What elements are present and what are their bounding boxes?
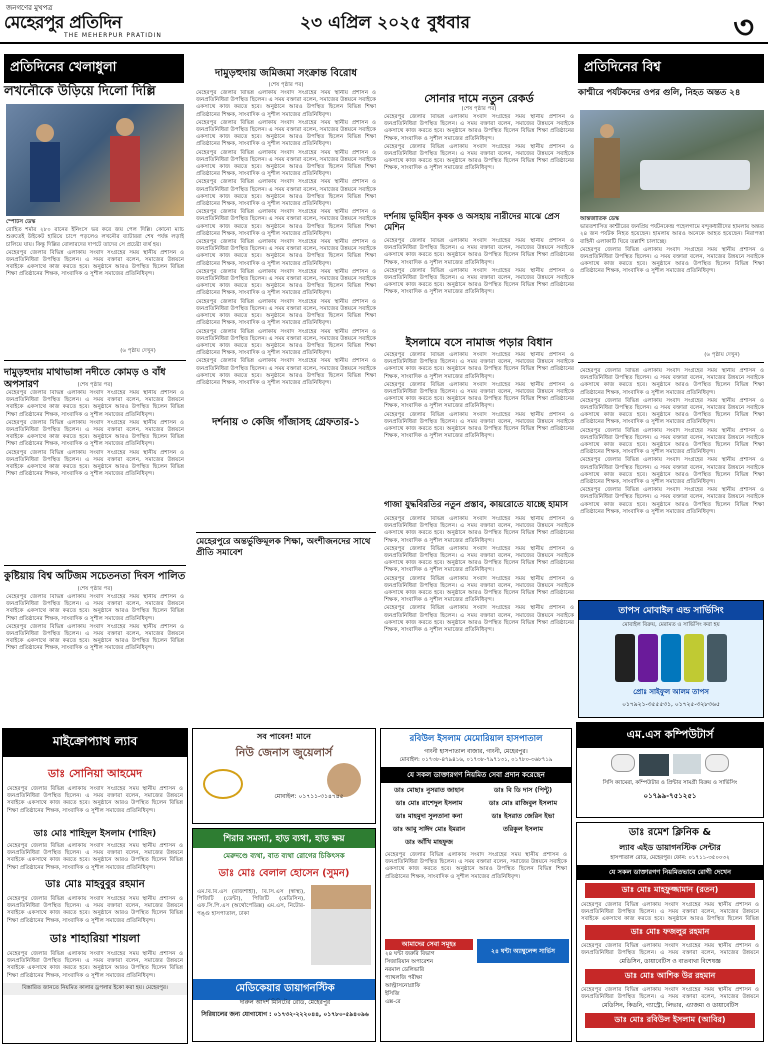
ad-ramesh-name: ডাঃ রমেশ ক্লিনিক & (628, 827, 712, 838)
headline-kushtia: কুষ্টিয়ায় বিশ্ব অটিজম সচেতনতা দিবস পালিত (4, 571, 186, 582)
headline-darshana: দর্শনায় ভূমিহীন কৃষক ও অসহায় নারীদের মাঝে প্রেস মেশিন (384, 212, 560, 233)
world-photo (580, 110, 764, 212)
ad-rabiul-doctor: ডাঃ মোঃ রাশেদুল ইসলাম (395, 799, 463, 807)
ad-rabiul-doctor: ডাঃ বি ডি দাস (পিন্টু) (493, 786, 553, 794)
story-text: মেহেরপুর জেলার বিভিন্ন এলাকায় সংবাদ সংগ্রহের সময় স্থানীয় প্রশাসন ও জনপ্রতিনিধিরা উপস্থিত ছিলেন। এ সময় বক্তারা বলেন, সমাজের উন্নয়নে সবাইকে একসাথে কাজ করতে হবে। অনুষ্ঠানে আরও উপস্থিত ছিলেন বিভিন্ন শিক্ষা প্রতিষ্ঠানের শিক্ষক, সাংবাদিক ও সুশীল সমাজের প্রতিনিধিবৃন্দ। (6, 419, 184, 448)
story-text: মেহেরপুর জেলার বিভিন্ন এলাকায় সংবাদ সংগ্রহের সময় স্থানীয় প্রশাসন ও জনপ্রতিনিধিরা উপস্থিত ছিলেন। এ সময় বক্তারা বলেন, সমাজের উন্নয়নে সবাইকে একসাথে কাজ করতে হবে। অনুষ্ঠানে আরও উপস্থিত ছিলেন বিভিন্ন শিক্ষা প্রতিষ্ঠানের শিক্ষক, সাংবাদিক ও সুশীল সমাজের প্রতিনিধিবৃন্দ। (384, 411, 574, 440)
ad-rabiul-service: ইসিজি (385, 991, 400, 997)
ad-rabiul-doctor: ডাঃ আঁখি মাহফুজ (405, 838, 453, 846)
ad-microopath-doctor: ডাঃ সোনিয়া আহমেদ (47, 767, 143, 780)
ad-belal-serial: সিরিয়ালের জন্য যোগাযোগ : ০১৭৩২-২২২০৪৪, ০১৭৮০-৫৯৪০৯৬ (201, 1011, 369, 1018)
ad-ramesh-special: মেডিসিন, কিডনি, গ্যাস্ট্রো, লিভার, এ্যাজমা ও ডায়াবেটিস (601, 1002, 739, 1009)
story-body (580, 368, 764, 596)
ad-computers-graphic (577, 754, 763, 776)
sports-body-text: রোহিত শর্মার ২৮০ রানের ইনিংসে ভর করে জয় পেল দিল্লি। কোনো ম্যাচ শুরুতেই উইকেট হারিয়ে চাপে পড়লেও লখনৌর ব্যাটাররা শেষ পর্যন্ত লড়াই চালিয়ে যায়। কিন্তু দিল্লির বোলারদের দাপটে তাদের সে প্রচেষ্টা ব্যর্থ হয়। (6, 227, 184, 248)
ad-rabiul-service: সিজারিয়ান অপারেশন (385, 959, 434, 965)
ad-rabiul-hospital[interactable] (380, 728, 572, 1042)
story-text: মেহেরপুর জেলার বিভিন্ন এলাকায় সংবাদ সংগ্রহের সময় স্থানীয় প্রশাসন ও জনপ্রতিনিধিরা উপস্থিত ছিলেন। এ সময় বক্তারা বলেন, সমাজের উন্নয়নে সবাইকে একসাথে কাজ করতে হবে। অনুষ্ঠানে আরও উপস্থিত ছিলেন বিভিন্ন শিক্ষা প্রতিষ্ঠানের শিক্ষক, সাংবাদিক ও সুশীল সমাজের প্রতিনিধিবৃন্দ। (580, 487, 764, 515)
ad-rabiul-service: নরমাল ডেলিভারি (385, 967, 425, 973)
world-body (580, 216, 764, 334)
story-text: মেহেরপুর জেলার বিভিন্ন এলাকায় সংবাদ সংগ্রহের সময় স্থানীয় প্রশাসন ও জনপ্রতিনিধিরা উপস্থিত ছিলেন। এ সময় বক্তারা বলেন, সমাজের উন্নয়নে সবাইকে একসাথে কাজ করতে হবে। অনুষ্ঠানে আরও উপস্থিত ছিলেন বিভিন্ন শিক্ষা প্রতিষ্ঠানের শিক্ষক, সাংবাদিক ও সুশীল সমাজের প্রতিনিধিবৃন্দ। (196, 209, 376, 237)
ad-ramesh-special: মেডিসিন, ডায়াবেটিস ও বাতব্যথা বিশেষজ্ঞ (619, 958, 721, 965)
ad-taps-phones-graphic (579, 634, 763, 682)
story-byline: (শেষ পৃষ্ঠার পর) (461, 106, 497, 112)
story-text: মেহেরপুর জেলার বিভিন্ন এলাকায় সংবাদ সংগ্রহের সময় স্থানীয় প্রশাসন ও জনপ্রতিনিধিরা উপস্থিত ছিলেন। এ সময় বক্তারা বলেন, সমাজের উন্নয়নে সবাইকে একসাথে কাজ করতে হবে। অনুষ্ঠানে আরও উপস্থিত ছিলেন বিভিন্ন শিক্ষা প্রতিষ্ঠানের শিক্ষক, সাংবাদিক ও সুশীল সমাজের প্রতিনিধিবৃন্দ। (384, 605, 574, 634)
ad-ramesh-detail: মেহেরপুর জেলার বিভিন্ন এলাকায় সংবাদ সংগ্রহের সময় স্থানীয় প্রশাসন ও জনপ্রতিনিধিরা উপস্থিত ছিলেন। এ সময় বক্তারা বলেন, সমাজের উন্নয়নে সবাইকে একসাথে কাজ করতে হবে। অনুষ্ঠানে আরও উপস্থিত ছিলেন বিভিন্ন (581, 902, 759, 923)
story-text: মেহেরপুর জেলার বিভিন্ন এলাকায় সংবাদ সংগ্রহের সময় স্থানীয় প্রশাসন ও জনপ্রতিনিধিরা উপস্থিত ছিলেন। এ সময় বক্তারা বলেন, সমাজের উন্নয়নে সবাইকে একসাথে কাজ করতে হবে। অনুষ্ঠানে আরও উপস্থিত ছিলেন বিভিন্ন শিক্ষা প্রতিষ্ঠানের শিক্ষক, সাংবাদিক ও সুশীল সমাজের প্রতিনিধিবৃন্দ। (196, 328, 376, 357)
story-text: মেহেরপুর জেলার বিভিন্ন এলাকায় সংবাদ সংগ্রহের সময় স্থানীয় প্রশাসন ও জনপ্রতিনিধিরা উপস্থিত ছিলেন। এ সময় বক্তারা বলেন, সমাজের উন্নয়নে সবাইকে একসাথে কাজ করতে হবে। অনুষ্ঠানে আরও উপস্থিত ছিলেন বিভিন্ন শিক্ষা প্রতিষ্ঠানের শিক্ষক, সাংবাদিক ও সুশীল সমাজের প্রতিনিধিবৃন্দ। (384, 238, 574, 266)
ad-microopath[interactable] (2, 728, 188, 1044)
ad-rabiul-doctor: ডাঃ আবু সাঈদ মোঃ ইমরান (392, 825, 466, 833)
page-number: ৩ (733, 8, 754, 46)
ad-rabiul-doctors (381, 783, 571, 850)
story-text: মেহেরপুর জেলার বিভিন্ন এলাকায় সংবাদ সংগ্রহের সময় স্থানীয় প্রশাসন ও জনপ্রতিনিধিরা উপস্থিত ছিলেন। এ সময় বক্তারা বলেন, সমাজের উন্নয়নে সবাইকে একসাথে কাজ করতে হবে। অনুষ্ঠানে আরও উপস্থিত ছিলেন বিভিন্ন শিক্ষা প্রতিষ্ঠানের শিক্ষক, সাংবাদিক ও সুশীল সমাজের প্রতিনিধিবৃন্দ। (196, 298, 376, 327)
ad-rabiul-address: গাংনী হাসপাতাল বাজার, গাংনী, মেহেরপুর। (424, 748, 528, 755)
story-text: মেহেরপুর জেলার বিভিন্ন এলাকায় সংবাদ সংগ্রহের সময় স্থানীয় প্রশাসন ও জনপ্রতিনিধিরা উপস্থিত ছিলেন। এ সময় বক্তারা বলেন, সমাজের উন্নয়নে সবাইকে একসাথে কাজ করতে হবে। অনুষ্ঠানে আরও উপস্থিত ছিলেন বিভিন্ন শিক্ষা প্রতিষ্ঠানের শিক্ষক, সাংবাদিক ও সুশীল সমাজের প্রতিনিধিবৃন্দ। (384, 381, 574, 410)
masthead-tagline: জনগণের মুখপত্র (6, 4, 53, 12)
story-byline: (শেষ পৃষ্ঠার পর) (268, 82, 304, 88)
headline-gaza: গাজা যুদ্ধবিরতির নতুন প্রস্তাব, কায়রোতে যাচ্ছে হামাস (384, 500, 569, 510)
headline-namaz: ইসলামে বসে নামাজ পড়ার বিধান (405, 336, 553, 349)
ad-jewellers[interactable] (192, 728, 376, 824)
story-text: মেহেরপুর জেলার বিভিন্ন এলাকায় সংবাদ সংগ্রহের সময় স্থানীয় প্রশাসন ও জনপ্রতিনিধিরা উপস্থিত ছিলেন। এ সময় বক্তারা বলেন, সমাজের উন্নয়নে সবাইকে একসাথে কাজ করতে হবে। অনুষ্ঠানে আরও উপস্থিত ছিলেন বিভিন্ন শিক্ষা প্রতিষ্ঠানের শিক্ষক, সাংবাদিক ও সুশীল সমাজের প্রতিনিধিবৃন্দ। (196, 119, 376, 148)
ad-microopath-doctor: ডাঃ মোঃ মাহবুবুর রহমান (45, 879, 145, 890)
headline-gold: সোনার দামে নতুন রেকর্ড (424, 92, 534, 105)
story-text: মেহেরপুর জেলার বিভিন্ন এলাকায় সংবাদ সংগ্রহের সময় স্থানীয় প্রশাসন ও জনপ্রতিনিধিরা উপস্থিত ছিলেন। এ সময় বক্তারা বলেন, সমাজের উন্নয়নে সবাইকে একসাথে কাজ করতে হবে। অনুষ্ঠানে আরও উপস্থিত ছিলেন বিভিন্ন শিক্ষা প্রতিষ্ঠানের শিক্ষক, সাংবাদিক ও সুশীল সমাজের প্রতিনিধিবৃন্দ। (196, 268, 376, 297)
section-sports: প্রতিদিনের খেলাধুলা (4, 54, 184, 83)
sports-body-text-2: মেহেরপুর জেলার বিভিন্ন এলাকায় সংবাদ সংগ্রহের সময় স্থানীয় প্রশাসন ও জনপ্রতিনিধিরা উপস্থিত ছিলেন। এ সময় বক্তারা বলেন, সমাজের উন্নয়নে সবাইকে একসাথে কাজ করতে হবে। অনুষ্ঠানে আরও উপস্থিত ছিলেন বিভিন্ন শিক্ষা প্রতিষ্ঠানের শিক্ষক, সাংবাদিক ও সুশীল সমাজের প্রতিনিধিবৃন্দ। (6, 249, 184, 278)
ad-rabiul-service: ২৪ ঘন্টা জরুরি বিভাগ (385, 951, 435, 957)
ad-computers-name: এম.এস কম্পিউটার্স (577, 723, 763, 748)
story-body (384, 516, 574, 726)
story-body (6, 594, 184, 724)
story-text: মেহেরপুর জেলার বিভিন্ন এলাকায় সংবাদ সংগ্রহের সময় স্থানীয় প্রশাসন ও জনপ্রতিনিধিরা উপস্থিত ছিলেন। এ সময় বক্তারা বলেন, সমাজের উন্নয়নে সবাইকে একসাথে কাজ করতে হবে। অনুষ্ঠানে আরও উপস্থিত ছিলেন বিভিন্ন শিক্ষা প্রতিষ্ঠানের শিক্ষক, সাংবাদিক ও সুশীল সমাজের প্রতিনিধিবৃন্দ। (196, 358, 376, 386)
ad-ramesh-doctor: ডাঃ মোঃ রবিউল ইসলাম (আবির) (585, 1013, 755, 1028)
section-world: প্রতিদিনের বিশ্ব (578, 54, 764, 83)
ad-microopath-doctor: ডাঃ শাহারিয়া শায়লা (50, 932, 140, 945)
ad-belal[interactable] (192, 828, 376, 1042)
ad-microopath-detail: মেহেরপুর জেলার বিভিন্ন এলাকায় সংবাদ সংগ্রহের সময় স্থানীয় প্রশাসন ও জনপ্রতিনিধিরা উপস্থিত ছিলেন। এ সময় বক্তারা বলেন, সমাজের উন্নয়নে সবাইকে একসাথে কাজ করতে হবে। অনুষ্ঠানে আরও উপস্থিত ছিলেন বিভিন্ন শিক্ষা প্রতিষ্ঠানের শিক্ষক, সাংবাদিক ও সুশীল সমাজের প্রতিনিধিবৃন্দ। (7, 896, 183, 924)
story-body (384, 238, 574, 332)
ad-rabiul-doctor: তরিকুল ইসলাম (503, 825, 543, 833)
ad-taps-mobile[interactable] (578, 600, 764, 718)
ad-ramesh-name2: ল্যাব এইড ডায়াগনস্টিক সেন্টার (619, 843, 721, 852)
ad-taps-owner: প্রোঃ সাইফুল আলম তাপস (633, 688, 709, 696)
story-text: মেহেরপুর জেলার বিভিন্ন এলাকায় সংবাদ সংগ্রহের সময় স্থানীয় প্রশাসন ও জনপ্রতিনিধিরা উপস্থিত ছিলেন। এ সময় বক্তারা বলেন, সমাজের উন্নয়নে সবাইকে একসাথে কাজ করতে হবে। অনুষ্ঠানে আরও উপস্থিত ছিলেন বিভিন্ন শিক্ষা প্রতিষ্ঠানের শিক্ষক, সাংবাদিক ও সুশীল সমাজের প্রতিনিধিবৃন্দ। (196, 149, 376, 178)
sports-photo (6, 104, 184, 216)
ad-rabiul-doctor: ডাঃ মোছাঃ নুসরাত জাহান (394, 786, 464, 794)
story-text: মেহেরপুর জেলার বিভিন্ন এলাকায় সংবাদ সংগ্রহের সময় স্থানীয় প্রশাসন ও জনপ্রতিনিধিরা উপস্থিত ছিলেন। এ সময় বক্তারা বলেন, সমাজের উন্নয়নে সবাইকে একসাথে কাজ করতে হবে। অনুষ্ঠানে আরও উপস্থিত ছিলেন বিভিন্ন শিক্ষা প্রতিষ্ঠানের শিক্ষক, সাংবাদিক ও সুশীল সমাজের প্রতিনিধিবৃন্দ। (384, 545, 574, 574)
story-text: মেহেরপুর জেলার বিভিন্ন এলাকায় সংবাদ সংগ্রহের সময় স্থানীয় প্রশাসন ও জনপ্রতিনিধিরা উপস্থিত ছিলেন। এ সময় বক্তারা বলেন, সমাজের উন্নয়নে সবাইকে একসাথে কাজ করতে হবে। অনুষ্ঠানে আরও উপস্থিত ছিলেন বিভিন্ন শিক্ষা প্রতিষ্ঠানের শিক্ষক, সাংবাদিক ও সুশীল সমাজের প্রতিনিধিবৃন্দ। (384, 267, 574, 296)
ad-rabiul-banner: যে সকল ডাক্তারগণ নিয়মিত সেবা প্রদান করেছেন (381, 767, 571, 783)
world-continued: (৬ পৃষ্ঠায় দেখুন) (704, 352, 740, 358)
ad-microopath-footer: বিস্তারিত জানতে নিয়মিত কালার ড্রপলার ইকো করা হয়। মেহেরপুর। (3, 983, 187, 995)
ad-rabiul-service: এক্স-রে (385, 999, 401, 1005)
story-byline: (শেষ পৃষ্ঠার পর) (77, 586, 113, 592)
ad-computers-phone: ০১৭৯৯-৭৫১২৫১ (643, 792, 697, 800)
story-text: মেহেরপুর জেলার বিভিন্ন এলাকায় সংবাদ সংগ্রহের সময় স্থানীয় প্রশাসন ও জনপ্রতিনিধিরা উপস্থিত ছিলেন। এ সময় বক্তারা বলেন, সমাজের উন্নয়নে সবাইকে একসাথে কাজ করতে হবে। অনুষ্ঠানে আরও উপস্থিত ছিলেন বিভিন্ন শিক্ষা প্রতিষ্ঠানের শিক্ষক, সাংবাদিক ও সুশীল সমাজের প্রতিনিধিবৃন্দ। (580, 397, 764, 426)
ad-ramesh-doctor: ডাঃ মোঃ মাহফুজ্জামান (রতন) (585, 883, 755, 898)
story-text: মেহেরপুর জেলার বিভিন্ন এলাকায় সংবাদ সংগ্রহের সময় স্থানীয় প্রশাসন ও জনপ্রতিনিধিরা উপস্থিত ছিলেন। এ সময় বক্তারা বলেন, সমাজের উন্নয়নে সবাইকে একসাথে কাজ করতে হবে। অনুষ্ঠানে আরও উপস্থিত ছিলেন বিভিন্ন শিক্ষা প্রতিষ্ঠানের শিক্ষক, সাংবাদিক ও সুশীল সমাজের প্রতিনিধিবৃন্দ। (580, 368, 764, 396)
story-text: মেহেরপুর জেলার বিভিন্ন এলাকায় সংবাদ সংগ্রহের সময় স্থানীয় প্রশাসন ও জনপ্রতিনিধিরা উপস্থিত ছিলেন। এ সময় বক্তারা বলেন, সমাজের উন্নয়নে সবাইকে একসাথে কাজ করতে হবে। অনুষ্ঠানে আরও উপস্থিত ছিলেন বিভিন্ন শিক্ষা প্রতিষ্ঠানের শিক্ষক, সাংবাদিক ও সুশীল সমাজের প্রতিনিধিবৃন্দ। (384, 516, 574, 544)
sports-continued: (৬ পৃষ্ঠায় দেখুন) (120, 348, 156, 354)
story-body (196, 90, 376, 590)
ad-jewellers-slogan: সব পাবেন! মানে (257, 732, 311, 741)
story-text: মেহেরপুর জেলার বিভিন্ন এলাকায় সংবাদ সংগ্রহের সময় স্থানীয় প্রশাসন ও জনপ্রতিনিধিরা উপস্থিত ছিলেন। এ সময় বক্তারা বলেন, সমাজের উন্নয়নে সবাইকে একসাথে কাজ করতে হবে। অনুষ্ঠানে আরও উপস্থিত ছিলেন বিভিন্ন শিক্ষা প্রতিষ্ঠানের শিক্ষক, সাংবাদিক ও সুশীল সমাজের প্রতিনিধিবৃন্দ। (580, 457, 764, 486)
ad-ramesh-doctor: ডাঃ মোঃ আশিক উর রহমান (585, 969, 755, 984)
ad-rabiul-doctor: ডাঃ মাহমুদা সুলতানা কনা (395, 812, 463, 820)
ad-microopath-detail: মেহেরপুর জেলার বিভিন্ন এলাকায় সংবাদ সংগ্রহের সময় স্থানীয় প্রশাসন ও জনপ্রতিনিধিরা উপস্থিত ছিলেন। এ সময় বক্তারা বলেন, সমাজের উন্নয়নে সবাইকে একসাথে কাজ করতে হবে। অনুষ্ঠানে আরও উপস্থিত ছিলেন বিভিন্ন শিক্ষা প্রতিষ্ঠানের শিক্ষক, সাংবাদিক ও সুশীল সমাজের প্রতিনিধিবৃন্দ। (7, 786, 183, 814)
story-text: মেহেরপুর জেলার বিভিন্ন এলাকায় সংবাদ সংগ্রহের সময় স্থানীয় প্রশাসন ও জনপ্রতিনিধিরা উপস্থিত ছিলেন। এ সময় বক্তারা বলেন, সমাজের উন্নয়নে সবাইকে একসাথে কাজ করতে হবে। অনুষ্ঠানে আরও উপস্থিত ছিলেন বিভিন্ন শিক্ষা প্রতিষ্ঠানের শিক্ষক, সাংবাদিক ও সুশীল সমাজের প্রতিনিধিবৃন্দ। (6, 623, 184, 652)
ad-belal-doctor: ডাঃ মোঃ বেলাল হোসেন (সুমন) (218, 868, 350, 879)
headline-damurhuda-river: দামুড়হুদায় মাথাভাঙ্গা নদীতে কোমড় ও বাঁধ অপসারণ (4, 367, 166, 390)
ad-rabiul-name: রবিউল ইসলাম মেমোরিয়াল হাসপাতাল (409, 734, 543, 744)
story-text: মেহেরপুর জেলার বিভিন্ন এলাকায় সংবাদ সংগ্রহের সময় স্থানীয় প্রশাসন ও জনপ্রতিনিধিরা উপস্থিত ছিলেন। এ সময় বক্তারা বলেন, সমাজের উন্নয়নে সবাইকে একসাথে কাজ করতে হবে। অনুষ্ঠানে আরও উপস্থিত ছিলেন বিভিন্ন শিক্ষা প্রতিষ্ঠানের শিক্ষক, সাংবাদিক ও সুশীল সমাজের প্রতিনিধিবৃন্দ। (384, 575, 574, 604)
ad-rabiul-services-title: আমাদের সেবা সমূহঃ (385, 939, 473, 950)
ad-microopath-doctor: ডাঃ মোঃ শাহিদুল ইসলাম (শাহিদ) (33, 829, 157, 839)
doctor-photo (311, 885, 371, 965)
ad-rabiul-service: আল্ট্রাসনোগ্রাফি (385, 983, 421, 989)
ad-microopath-detail: মেহেরপুর জেলার বিভিন্ন এলাকায় সংবাদ সংগ্রহের সময় স্থানীয় প্রশাসন ও জনপ্রতিনিধিরা উপস্থিত ছিলেন। এ সময় বক্তারা বলেন, সমাজের উন্নয়নে সবাইকে একসাথে কাজ করতে হবে। অনুষ্ঠানে আরও উপস্থিত ছিলেন বিভিন্ন শিক্ষা প্রতিষ্ঠানের শিক্ষক, সাংবাদিক ও সুশীল সমাজের প্রতিনিধিবৃন্দ। (7, 843, 183, 871)
ad-rabiul-doctor: ডাঃ মোঃ রাজিবুল ইসলাম (488, 799, 558, 807)
divider (196, 532, 376, 533)
ad-taps-sub: মোবাইল বিক্রয়, মেরামত ও সার্ভিসিং করা হয় (622, 622, 720, 628)
ad-belal-degrees: এম.বি.বি.এস (রাজশাহী), বি.সি.এস (স্বাস্থ্য), পিজিটি (ডেন্টা), পিজিটি (মেডিসিন), এফ.সি.পি.এস (অর্থোপেডিক্স) এম.এস, নিটোর-পঙ্গু হাসপাতাল, ঢাকা (197, 889, 305, 917)
sports-headline: লখনৌকে উড়িয়ে দিলো দিল্লি (4, 84, 156, 99)
world-byline: আন্তর্জাতিক ডেস্ক (580, 216, 620, 222)
story-body (384, 352, 574, 462)
sports-body (6, 219, 184, 341)
story-text: মেহেরপুর জেলার বিভিন্ন এলাকায় সংবাদ সংগ্রহের সময় স্থানীয় প্রশাসন ও জনপ্রতিনিধিরা উপস্থিত ছিলেন। এ সময় বক্তারা বলেন, সমাজের উন্নয়নে সবাইকে একসাথে কাজ করতে হবে। অনুষ্ঠানে আরও উপস্থিত ছিলেন বিভিন্ন শিক্ষা প্রতিষ্ঠানের শিক্ষক, সাংবাদিক ও সুশীল সমাজের প্রতিনিধিবৃন্দ। (580, 427, 764, 456)
ad-rabiul-doctor: ডাঃ ইসরাত জেরিন ইভা (491, 812, 555, 820)
story-byline: (শেষ পৃষ্ঠার পর) (77, 382, 113, 388)
story-text: মেহেরপুর জেলার বিভিন্ন এলাকায় সংবাদ সংগ্রহের সময় স্থানীয় প্রশাসন ও জনপ্রতিনিধিরা উপস্থিত ছিলেন। এ সময় বক্তারা বলেন, সমাজের উন্নয়নে সবাইকে একসাথে কাজ করতে হবে। অনুষ্ঠানে আরও উপস্থিত ছিলেন বিভিন্ন শিক্ষা প্রতিষ্ঠানের শিক্ষক, সাংবাদিক ও সুশীল সমাজের প্রতিনিধিবৃন্দ। (196, 90, 376, 118)
ad-ramesh-banner: যে সকল ডাক্তারগণ নিয়মিতভাবে রোগী দেখেন (577, 865, 763, 880)
ad-ramesh-doctor: ডাঃ মোঃ ফজলুর রহমান (585, 925, 755, 940)
sports-byline: স্পোর্টস ডেস্ক (6, 219, 36, 225)
headline-ganja: দর্শনায় ৩ কেজি গাঁজাসহ গ্রেফতার-১ (196, 416, 376, 429)
ad-ramesh-clinic[interactable] (576, 822, 764, 1042)
story-text: মেহেরপুর জেলার বিভিন্ন এলাকায় সংবাদ সংগ্রহের সময় স্থানীয় প্রশাসন ও জনপ্রতিনিধিরা উপস্থিত ছিলেন। এ সময় বক্তারা বলেন, সমাজের উন্নয়নে সবাইকে একসাথে কাজ করতে হবে। অনুষ্ঠানে আরও উপস্থিত ছিলেন বিভিন্ন শিক্ষা প্রতিষ্ঠানের শিক্ষক, সাংবাদিক ও সুশীল সমাজের প্রতিনিধিবৃন্দ। (6, 594, 184, 622)
ad-taps-phone: ০১৭৯২১-৩৫৫৫৩১, ০১৭২৫-৩২৮৩৬৫ (622, 701, 720, 708)
story-body (6, 390, 184, 558)
ad-microopath-detail: মেহেরপুর জেলার বিভিন্ন এলাকায় সংবাদ সংগ্রহের সময় স্থানীয় প্রশাসন ও জনপ্রতিনিধিরা উপস্থিত ছিলেন। এ সময় বক্তারা বলেন, সমাজের উন্নয়নে সবাইকে একসাথে কাজ করতে হবে। অনুষ্ঠানে আরও উপস্থিত ছিলেন বিভিন্ন শিক্ষা প্রতিষ্ঠানের শিক্ষক, সাংবাদিক ও সুশীল সমাজের প্রতিনিধিবৃন্দ। (7, 951, 183, 979)
story-text: মেহেরপুর জেলার বিভিন্ন এলাকায় সংবাদ সংগ্রহের সময় স্থানীয় প্রশাসন ও জনপ্রতিনিধিরা উপস্থিত ছিলেন। এ সময় বক্তারা বলেন, সমাজের উন্নয়নে সবাইকে একসাথে কাজ করতে হবে। অনুষ্ঠানে আরও উপস্থিত ছিলেন বিভিন্ন শিক্ষা প্রতিষ্ঠানের শিক্ষক, সাংবাদিক ও সুশীল সমাজের প্রতিনিধিবৃন্দ। (384, 114, 574, 142)
ad-rabiul-service: প্যাথলজি পরীক্ষা (385, 975, 423, 981)
ad-jewellers-name: নিউ জেনাস জুয়েলার্স (235, 746, 333, 759)
ad-belal-headline: শিরার সমস্যা, হাড় ব্যথা, হাড় ক্ষয় (193, 829, 375, 848)
ad-ms-computers[interactable] (576, 722, 764, 818)
story-text: মেহেরপুর জেলার বিভিন্ন এলাকায় সংবাদ সংগ্রহের সময় স্থানীয় প্রশাসন ও জনপ্রতিনিধিরা উপস্থিত ছিলেন। এ সময় বক্তারা বলেন, সমাজের উন্নয়নে সবাইকে একসাথে কাজ করতে হবে। অনুষ্ঠানে আরও উপস্থিত ছিলেন বিভিন্ন শিক্ষা প্রতিষ্ঠানের শিক্ষক, সাংবাদিক ও সুশীল সমাজের প্রতিনিধিবৃন্দ। (384, 352, 574, 380)
ad-rabiul-detail: মেহেরপুর জেলার বিভিন্ন এলাকায় সংবাদ সংগ্রহের সময় স্থানীয় প্রশাসন ও জনপ্রতিনিধিরা উপস্থিত ছিলেন। এ সময় বক্তারা বলেন, সমাজের উন্নয়নে সবাইকে একসাথে কাজ করতে হবে। অনুষ্ঠানে আরও উপস্থিত ছিলেন বিভিন্ন শিক্ষা প্রতিষ্ঠানের শিক্ষক, সাংবাদিক ও সুশীল সমাজের প্রতিনিধিবৃন্দ। (385, 852, 567, 880)
world-body-text-2: মেহেরপুর জেলার বিভিন্ন এলাকায় সংবাদ সংগ্রহের সময় স্থানীয় প্রশাসন ও জনপ্রতিনিধিরা উপস্থিত ছিলেন। এ সময় বক্তারা বলেন, সমাজের উন্নয়নে সবাইকে একসাথে কাজ করতে হবে। অনুষ্ঠানে আরও উপস্থিত ছিলেন বিভিন্ন শিক্ষা প্রতিষ্ঠানের শিক্ষক, সাংবাদিক ও সুশীল সমাজের প্রতিনিধিবৃন্দ। (580, 246, 764, 275)
world-body-text: ভারতশাসিত কাশ্মীরের জনপ্রিয় পর্যটনকেন্দ্র পহেলগামে বন্দুকধারীদের হামলায় অন্তত ২৪ জন পর্যটক নিহত হয়েছেন। হামলায় আরও অনেকে আহত হয়েছেন। নিরাপত্তা বাহিনী এলাকাটি ঘিরে তল্লাশি চালাচ্ছে। (580, 224, 764, 245)
divider (4, 360, 186, 361)
story-text: মেহেরপুর জেলার বিভিন্ন এলাকায় সংবাদ সংগ্রহের সময় স্থানীয় প্রশাসন ও জনপ্রতিনিধিরা উপস্থিত ছিলেন। এ সময় বক্তারা বলেন, সমাজের উন্নয়নে সবাইকে একসাথে কাজ করতে হবে। অনুষ্ঠানে আরও উপস্থিত ছিলেন বিভিন্ন শিক্ষা প্রতিষ্ঠানের শিক্ষক, সাংবাদিক ও সুশীল সমাজের প্রতিনিধিবৃন্দ। (384, 143, 574, 172)
ad-microopath-title: মাইক্রোপ্যাথ ল্যাব (3, 729, 187, 757)
ad-rabiul-ambulance: ২৪ ঘন্টা অ্যাম্বুলেন্স সার্ভিস (477, 939, 569, 963)
ad-rabiul-phones: মোবাইল: ০১৭৩৮-৪৭৯৪১৬, ০১৭৩৮-৭৯৭১৩১, ০১৭৮০-৩৬৮৭১৯ (399, 757, 553, 763)
ad-rabiul-services (385, 939, 473, 1006)
ad-belal-address: দারুল আদর্শ মিনিটের রোড, মেহেরপুর (239, 999, 331, 1006)
story-text: মেহেরপুর জেলার বিভিন্ন এলাকায় সংবাদ সংগ্রহের সময় স্থানীয় প্রশাসন ও জনপ্রতিনিধিরা উপস্থিত ছিলেন। এ সময় বক্তারা বলেন, সমাজের উন্নয়নে সবাইকে একসাথে কাজ করতে হবে। অনুষ্ঠানে আরও উপস্থিত ছিলেন বিভিন্ন শিক্ষা প্রতিষ্ঠানের শিক্ষক, সাংবাদিক ও সুশীল সমাজের প্রতিনিধিবৃন্দ। (6, 390, 184, 418)
headline-meherpur-edu: মেহেরপুরে অন্তর্ভুক্তিমূলক শিক্ষা, অংশীজনদের সাথে প্রীতি সমাবেশ (196, 537, 376, 559)
story-text: মেহেরপুর জেলার বিভিন্ন এলাকায় সংবাদ সংগ্রহের সময় স্থানীয় প্রশাসন ও জনপ্রতিনিধিরা উপস্থিত ছিলেন। এ সময় বক্তারা বলেন, সমাজের উন্নয়নে সবাইকে একসাথে কাজ করতে হবে। অনুষ্ঠানে আরও উপস্থিত ছিলেন বিভিন্ন শিক্ষা প্রতিষ্ঠানের শিক্ষক, সাংবাদিক ও সুশীল সমাজের প্রতিনিধিবৃন্দ। (196, 239, 376, 267)
jewellery-graphic (203, 769, 243, 799)
world-headline: কাশ্মীরে পর্যটকদের ওপর গুলি, নিহত অন্তত ২৪ (578, 88, 741, 98)
masthead (0, 0, 768, 44)
headline-land-dispute: দামুড়হুদায় জমিজমা সংক্রান্ত বিরোধ (215, 68, 357, 79)
story-text: মেহেরপুর জেলার বিভিন্ন এলাকায় সংবাদ সংগ্রহের সময় স্থানীয় প্রশাসন ও জনপ্রতিনিধিরা উপস্থিত ছিলেন। এ সময় বক্তারা বলেন, সমাজের উন্নয়নে সবাইকে একসাথে কাজ করতে হবে। অনুষ্ঠানে আরও উপস্থিত ছিলেন বিভিন্ন শিক্ষা প্রতিষ্ঠানের শিক্ষক, সাংবাদিক ও সুশীল সমাজের প্রতিনিধিবৃন্দ। (6, 449, 184, 478)
masthead-logo-en: THE MEHERPUR PRATIDIN (64, 32, 162, 39)
divider (578, 362, 764, 363)
ad-ramesh-detail: মেহেরপুর জেলার বিভিন্ন এলাকায় সংবাদ সংগ্রহের সময় স্থানীয় প্রশাসন ও জনপ্রতিনিধিরা উপস্থিত ছিলেন। এ সময় বক্তারা বলেন, সমাজের উন্নয়নে (581, 943, 759, 956)
ad-belal-sub: মেরুদণ্ডে ব্যথা, বাত ব্যথা রোগের চিকিৎসক (223, 852, 345, 860)
story-text: মেহেরপুর জেলার বিভিন্ন এলাকায় সংবাদ সংগ্রহের সময় স্থানীয় প্রশাসন ও জনপ্রতিনিধিরা উপস্থিত ছিলেন। এ সময় বক্তারা বলেন, সমাজের উন্নয়নে সবাইকে একসাথে কাজ করতে হবে। অনুষ্ঠানে আরও উপস্থিত ছিলেন বিভিন্ন শিক্ষা প্রতিষ্ঠানের শিক্ষক, সাংবাদিক ও সুশীল সমাজের প্রতিনিধিবৃন্দ। (196, 179, 376, 208)
ad-ramesh-address: হাসপাতাল রোড, মেহেরপুর। ফোন: ০১৭১১-৩৫০০৩২ (610, 855, 730, 861)
masthead-logo: মেহেরপুর প্রতিদিন (4, 13, 122, 33)
ad-ramesh-detail: মেহেরপুর জেলার বিভিন্ন এলাকায় সংবাদ সংগ্রহের সময় স্থানীয় প্রশাসন ও জনপ্রতিনিধিরা উপস্থিত ছিলেন। এ সময় বক্তারা বলেন, সমাজের উন্নয়নে (581, 987, 759, 1000)
ad-taps-title: তাপস মোবাইল এন্ড সার্ভিসিং (579, 601, 763, 620)
ad-belal-chamber: মেডিকেয়ার ডায়াগনস্টিক (193, 979, 376, 1000)
divider (4, 565, 186, 566)
ad-jewellers-phone: মোবাইল: ০১৭১১-৩১৪৭৪৫ (274, 793, 344, 800)
story-body (384, 114, 574, 206)
masthead-date: ২৩ এপ্রিল ২০২৫ বুধবার (300, 13, 470, 33)
ad-computers-note: সিসি ক্যামেরা, কম্পিউটার ও প্রিন্টার সামগ্রী বিক্রয় ও সার্ভিসিং (602, 780, 738, 786)
